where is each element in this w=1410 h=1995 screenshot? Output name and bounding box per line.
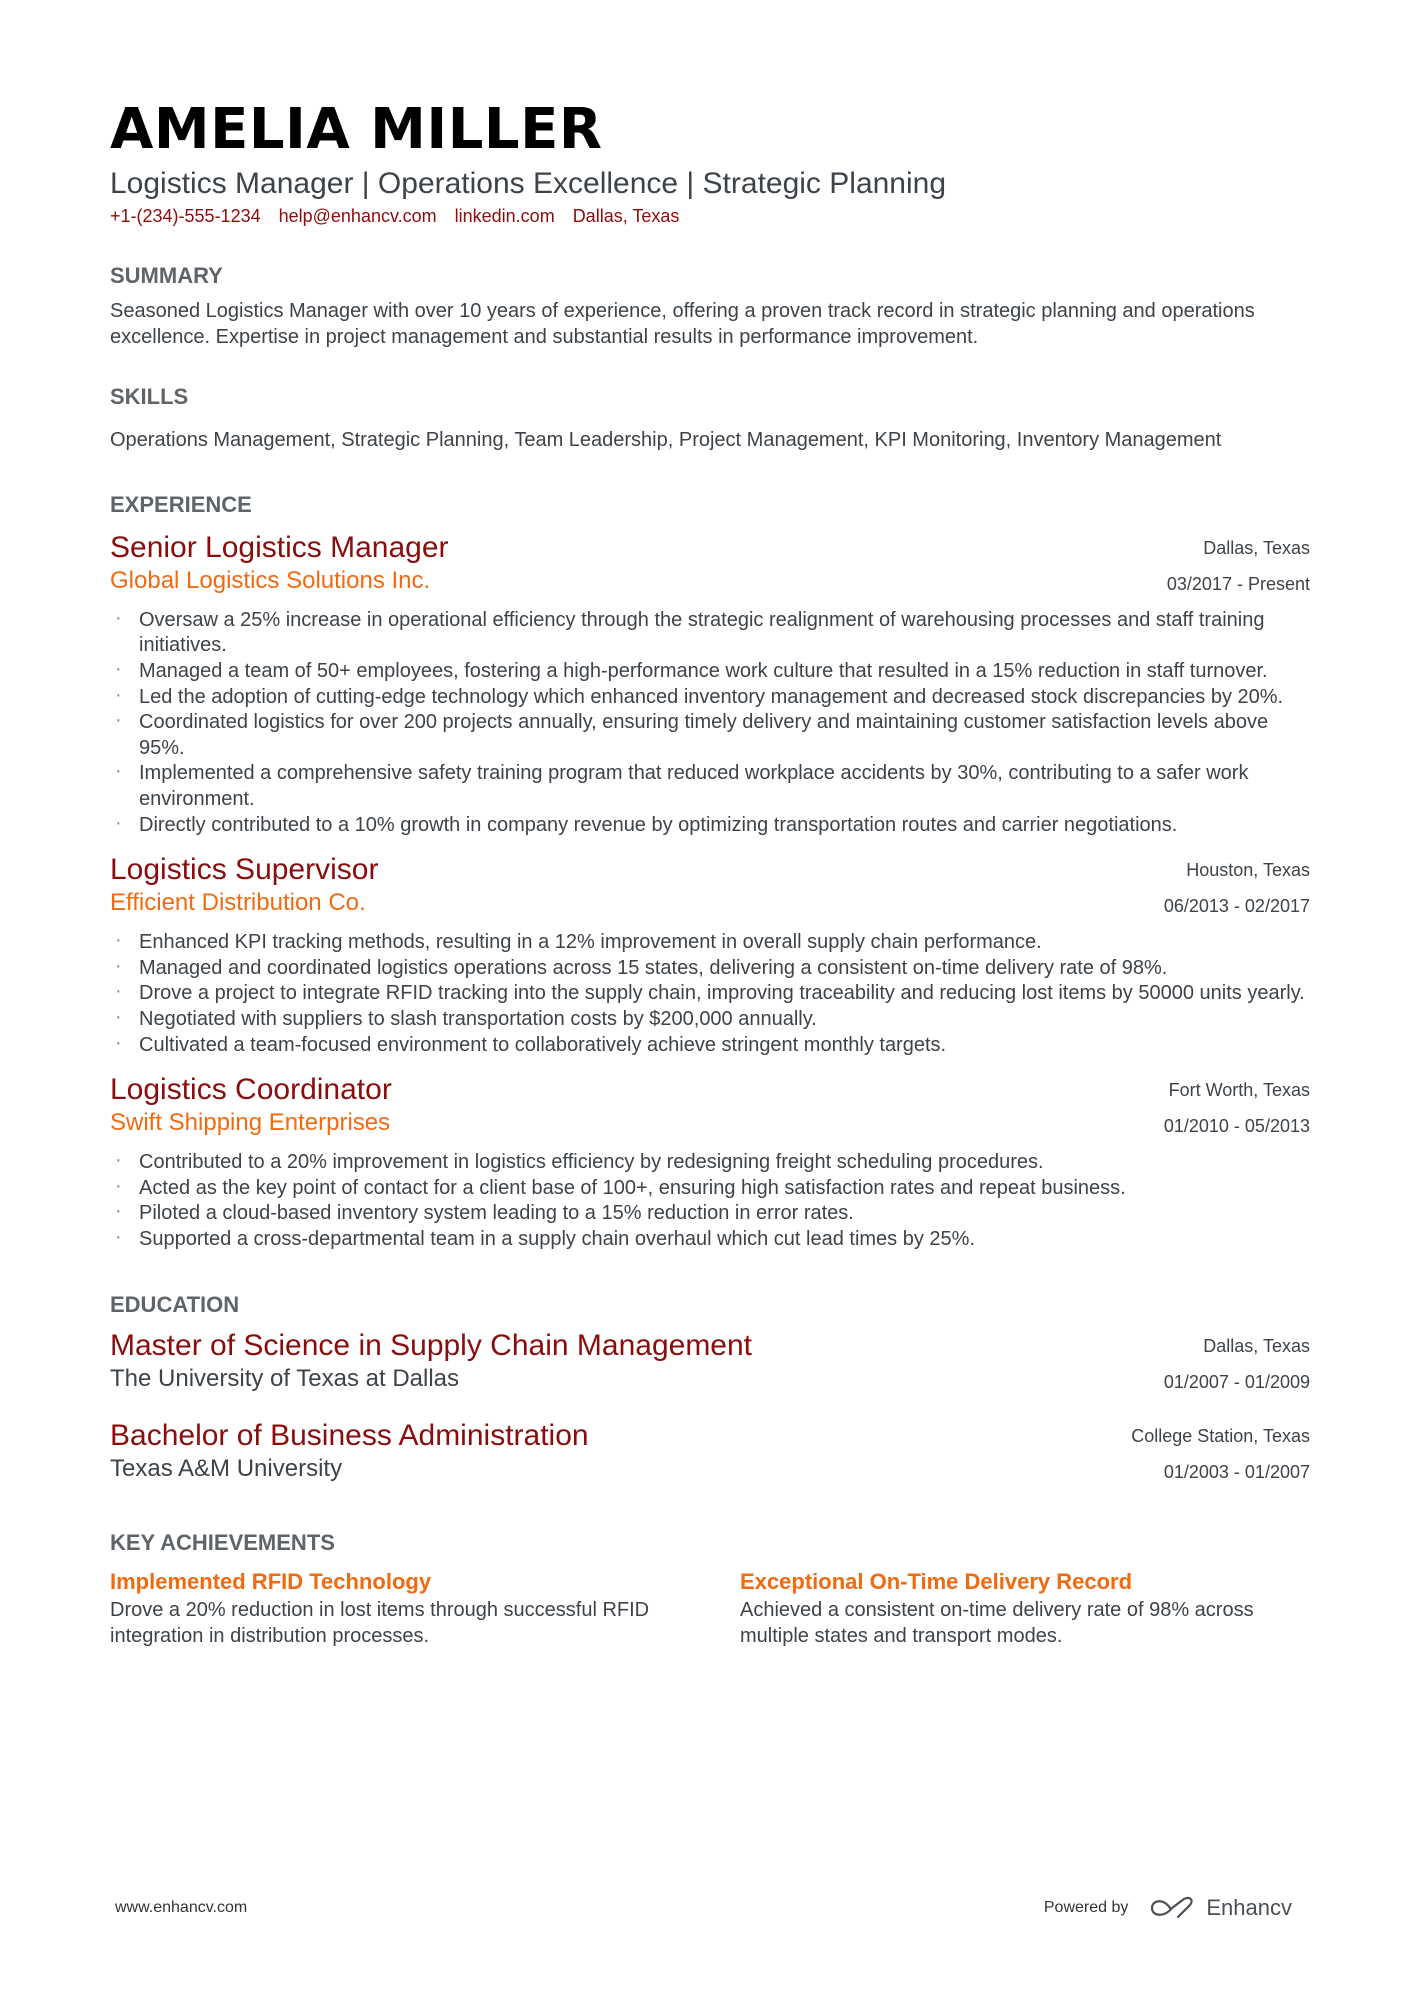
job-dates: 06/2013 - 02/2017 <box>1163 896 1310 917</box>
headline: Logistics Manager | Operations Excellence | Strategic Planning <box>110 167 947 200</box>
education-heading: EDUCATION <box>110 1292 240 1318</box>
bullet-item: · Cultivated a team-focused environment to collaboratively achieve stringent monthly targets. <box>110 1033 1310 1059</box>
powered-by-label: Powered by <box>1043 1899 1129 1916</box>
achievements-list <box>110 1566 1310 1649</box>
bullet-item: · Supported a cross-departmental team in a supply chain overhaul which cut lead times by 25%. <box>110 1227 1310 1253</box>
website-link[interactable]: www.enhancv.com <box>115 1899 248 1916</box>
bullet-item: · Drove a project to integrate RFID tracking into the supply chain, improving traceability and reducing lost items by 50000 units yearly. <box>110 981 1310 1007</box>
education-location: College Station, Texas <box>1131 1426 1310 1447</box>
achievement-item <box>740 1566 1310 1649</box>
job-entry <box>110 530 1310 838</box>
powered-by <box>1044 1895 1292 1921</box>
job-title: Logistics Coordinator <box>110 1073 392 1107</box>
company-name: Global Logistics Solutions Inc. <box>110 566 431 594</box>
job-title: Senior Logistics Manager <box>110 530 449 564</box>
bullet-item: · Led the adoption of cutting-edge technology which enhanced inventory management and decreased stock discrepancies by 20%. <box>110 685 1310 711</box>
achievements-heading: KEY ACHIEVEMENTS <box>110 1530 335 1556</box>
location: Dallas, Texas <box>572 206 680 226</box>
school: The University of Texas at Dallas <box>110 1365 460 1393</box>
bullet-item: · Oversaw a 25% increase in operational efficiency through the strategic realignment of warehousing processes and staff training initiatives. <box>110 608 1310 659</box>
company-name: Swift Shipping Enterprises <box>110 1109 391 1137</box>
job-dates: 01/2010 - 05/2013 <box>1163 1116 1310 1137</box>
degree: Master of Science in Supply Chain Management <box>110 1329 753 1363</box>
candidate-name: AMELIA MILLER <box>110 97 603 162</box>
education-dates: 01/2003 - 01/2007 <box>1163 1462 1310 1483</box>
linkedin-link[interactable]: linkedin.com <box>454 206 555 226</box>
education-entry <box>110 1418 1310 1490</box>
bullet-item: · Managed a team of 50+ employees, fostering a high-performance work culture that resulted in a 15% reduction in staff turnover. <box>110 659 1310 685</box>
education-dates: 01/2007 - 01/2009 <box>1163 1372 1310 1393</box>
email-link[interactable]: help@enhancv.com <box>278 206 437 226</box>
brand-name: Enhancv <box>1206 1895 1292 1920</box>
skills-heading: SKILLS <box>110 384 189 410</box>
bullet-item: · Implemented a comprehensive safety training program that reduced workplace accidents by 30%, contributing to a safer work environment. <box>110 761 1310 812</box>
achievement-title: Implemented RFID Technology <box>110 1569 432 1595</box>
job-location: Dallas, Texas <box>1203 537 1310 558</box>
job-entry <box>110 1072 1310 1252</box>
bullet-item: · Contributed to a 20% improvement in logistics efficiency by redesigning freight scheduling procedures. <box>110 1150 1310 1176</box>
bullet-item: · Acted as the key point of contact for a client base of 100+, ensuring high satisfaction rates and repeat business. <box>110 1176 1310 1202</box>
job-bullets <box>110 930 1310 1058</box>
job-entry <box>110 852 1310 1058</box>
education-location: Dallas, Texas <box>1203 1336 1310 1357</box>
job-bullets <box>110 1150 1310 1252</box>
skills-text: Operations Management, Strategic Planning, Team Leadership, Project Management, KPI Monitoring, Inventory Management <box>110 429 1222 452</box>
bullet-item: · Managed and coordinated logistics operations across 15 states, delivering a consistent on-time delivery rate of 98%. <box>110 956 1310 982</box>
footer <box>115 1895 1292 1921</box>
resume <box>110 96 1310 1650</box>
experience-list <box>110 530 1310 1253</box>
achievement-title: Exceptional On-Time Delivery Record <box>740 1569 1133 1595</box>
job-dates: 03/2017 - Present <box>1166 573 1310 594</box>
bullet-item: · Coordinated logistics for over 200 projects annually, ensuring timely delivery and maintaining customer satisfaction levels above 95%. <box>110 710 1310 761</box>
experience-heading: EXPERIENCE <box>110 491 252 517</box>
summary-text: Seasoned Logistics Manager with over 10 years of experience, offering a proven track record in strategic planning and operations excellence. Expertise in project management and substantial results in performance improvement. <box>110 300 1255 348</box>
company-name: Efficient Distribution Co. <box>110 889 366 917</box>
bullet-item: · Directly contributed to a 10% growth in company revenue by optimizing transportation routes and carrier negotiations. <box>110 813 1310 839</box>
job-location: Fort Worth, Texas <box>1168 1080 1310 1101</box>
achievement-text: Achieved a consistent on-time delivery rate of 98% across multiple states and transport modes. <box>740 1599 1254 1648</box>
enhancv-logo[interactable] <box>1150 1895 1292 1921</box>
education-list <box>110 1328 1310 1490</box>
job-bullets <box>110 608 1310 838</box>
bullet-item: · Negotiated with suppliers to slash transportation costs by $200,000 annually. <box>110 1007 1310 1033</box>
bullet-item: · Enhanced KPI tracking methods, resulting in a 12% improvement in overall supply chain performance. <box>110 930 1310 956</box>
summary-heading: SUMMARY <box>110 263 223 288</box>
school: Texas A&M University <box>110 1455 343 1483</box>
achievement-item <box>110 1566 680 1649</box>
achievement-text: Drove a 20% reduction in lost items through successful RFID integration in distribution processes. <box>110 1599 650 1648</box>
bullet-item: · Piloted a cloud-based inventory system leading to a 15% reduction in error rates. <box>110 1201 1310 1227</box>
enhancv-infinity-icon <box>1150 1896 1196 1920</box>
phone[interactable]: +1-(234)-555-1234 <box>110 206 261 226</box>
degree: Bachelor of Business Administration <box>110 1419 589 1453</box>
education-entry <box>110 1328 1310 1400</box>
job-title: Logistics Supervisor <box>110 853 379 887</box>
contact-info <box>110 206 1310 227</box>
job-location: Houston, Texas <box>1186 860 1310 881</box>
